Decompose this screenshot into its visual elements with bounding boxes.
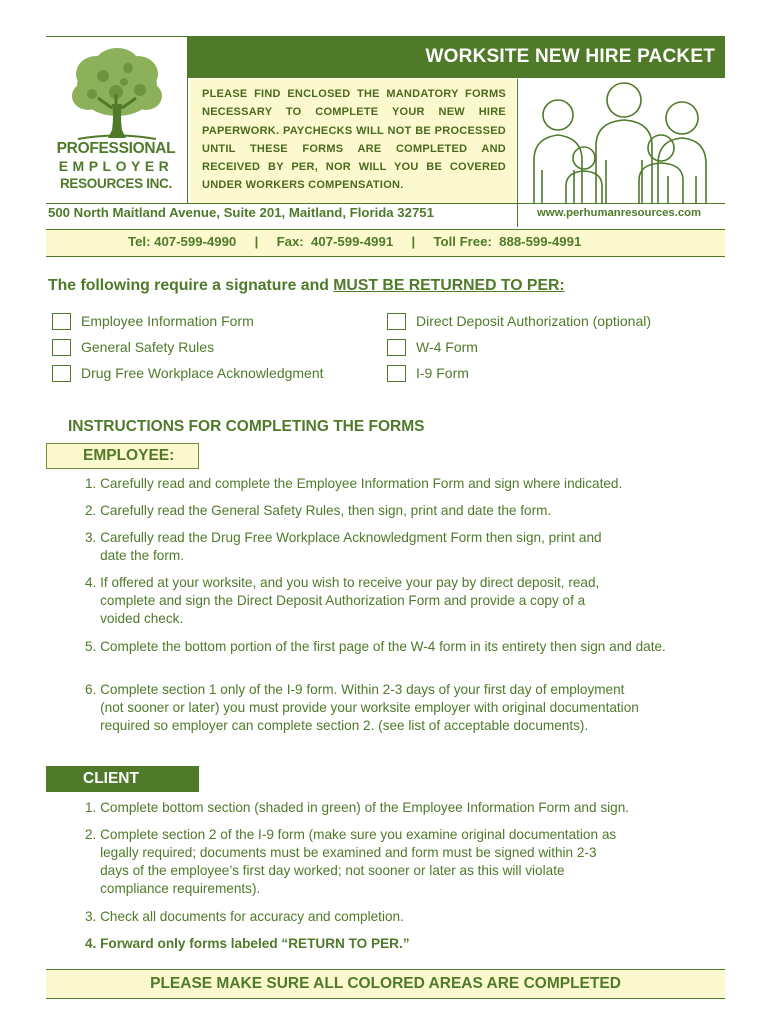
instructions-heading: INSTRUCTIONS FOR COMPLETING THE FORMS — [68, 418, 425, 435]
employee-step: 4. If offered at your worksite, and you wish to receive your pay by direct deposit, read, complete and sign the Direct Deposit Authorization Form and provide a copy of a voided check. — [85, 575, 600, 626]
logo-text-line3: RESOURCES INC. — [59, 176, 173, 191]
client-label: CLIENT — [83, 770, 139, 787]
checklist-item[interactable] — [52, 362, 324, 384]
checkbox[interactable] — [387, 365, 406, 382]
footer-reminder: PLEASE MAKE SURE ALL COLORED AREAS ARE COMPLETED — [150, 975, 621, 992]
checklist-item[interactable] — [387, 362, 469, 384]
contact-bar — [46, 230, 725, 256]
signature-heading-emphasis: MUST BE RETURNED TO PER: — [333, 277, 565, 294]
signature-heading — [48, 277, 565, 295]
checkbox[interactable] — [387, 313, 406, 330]
checkbox-label: I-9 Form — [416, 365, 469, 381]
employee-step: 2. Carefully read the General Safety Rules, then sign, print and date the form. — [85, 503, 552, 518]
checkbox-label: Employee Information Form — [81, 313, 254, 329]
checkbox[interactable] — [52, 339, 71, 356]
notice-divider — [517, 79, 518, 227]
checklist-item[interactable] — [52, 310, 254, 332]
client-step: 3. Check all documents for accuracy and completion. — [85, 909, 404, 924]
checkbox-label: General Safety Rules — [81, 339, 215, 355]
checkbox[interactable] — [52, 365, 71, 382]
notice-text: PLEASE FIND ENCLOSED THE MANDATORY FORMS NECESSARY TO COMPLETE YOUR NEW HIRE PAPERWORK. PAYCHECKS WILL NOT BE PROCESSED UNTIL THESE FORMS ARE COMPLETED AND RECEIVED BY PER, NOR WILL YOU BE COVERED UNDER WORKERS COMPENSATION. — [202, 88, 506, 192]
title-bar — [188, 36, 725, 78]
notice-box — [190, 79, 516, 203]
logo-text-line1: PROFESSIONAL — [56, 140, 176, 157]
checkbox-label: Direct Deposit Authorization (optional) — [416, 313, 652, 329]
client-step: 2. Complete section 2 of the I-9 form (make sure you examine original documentation as legally required; documents must be examined and form must be signed within 2-3 days of the employee’s first day worked; not sooner or later as this will violate compliance requirements). — [85, 827, 617, 896]
checkbox[interactable] — [387, 339, 406, 356]
employee-step: 6. Complete section 1 only of the I-9 form. Within 2-3 days of your first day of employment (not sooner or later) you must provide your worksite employer with original documentation required so employer can complete section 2. (see list of acceptable documents). — [85, 682, 639, 733]
checkbox-label: Drug Free Workplace Acknowledgment — [81, 365, 324, 381]
checklist-item[interactable] — [387, 336, 478, 358]
page-title: WORKSITE NEW HIRE PACKET — [425, 46, 715, 67]
footer-bottom-rule — [46, 998, 725, 999]
client-step: 1. Complete bottom section (shaded in green) of the Employee Information Form and sign. — [85, 800, 630, 815]
signature-heading-prefix: The following require a signature and — [48, 277, 334, 294]
checkbox[interactable] — [52, 313, 71, 330]
checklist-item[interactable] — [52, 336, 214, 358]
footer-bar — [46, 970, 725, 998]
client-step-emphasis: 4. Forward only forms labeled “RETURN TO PER.” — [85, 936, 410, 951]
contact-numbers: Tel: 407-599-4990 | Fax: 407-599-4991 | Toll Free: 888-599-4991 — [128, 234, 582, 249]
contact-bottom-rule — [46, 256, 725, 257]
logo-text-line2: EMPLOYER — [58, 158, 174, 174]
checkbox-label: W-4 Form — [416, 339, 478, 355]
employee-step: 5. Complete the bottom portion of the first page of the W-4 form in its entirety then sign and date. — [85, 639, 666, 654]
company-logo — [46, 36, 186, 202]
employee-section-label — [46, 443, 199, 469]
company-address: 500 North Maitland Avenue, Suite 201, Maitland, Florida 32751 — [48, 205, 434, 220]
website-link[interactable]: www.perhumanresources.com — [537, 207, 702, 219]
checklist-item[interactable] — [387, 310, 651, 332]
employee-label: EMPLOYEE: — [83, 447, 175, 464]
employee-step: 1. Carefully read and complete the Employee Information Form and sign where indicated. — [85, 476, 623, 491]
client-section-label — [46, 766, 199, 792]
employee-step: 3. Carefully read the Drug Free Workplace Acknowledgment Form then sign, print and date the form. — [85, 530, 602, 563]
people-icon — [526, 80, 722, 204]
